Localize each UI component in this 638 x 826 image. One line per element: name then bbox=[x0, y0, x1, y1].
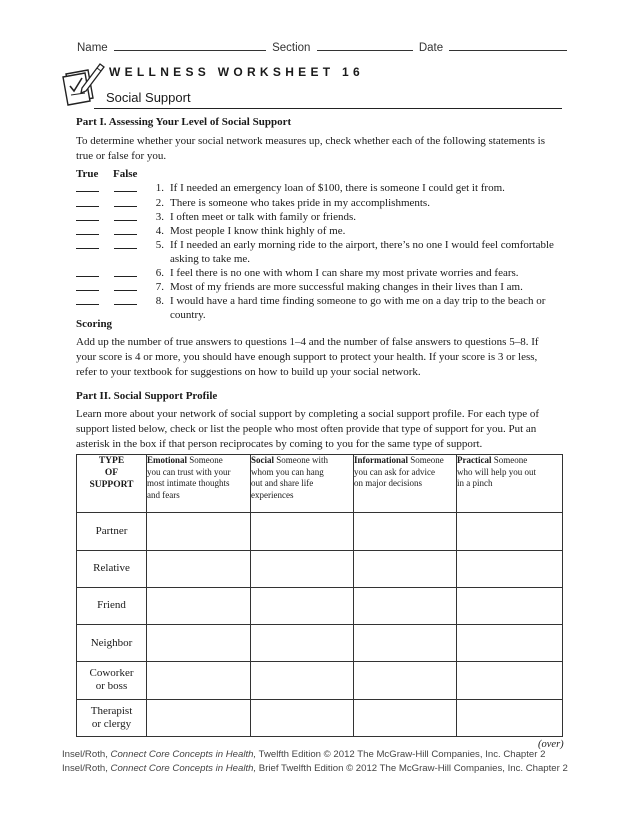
false-answer-blank[interactable] bbox=[114, 276, 137, 277]
scoring-line-2: your score is 4 or more, you should have enough support to protect your health. If your score is 3 or less, bbox=[76, 351, 538, 363]
profile-entry-cell[interactable] bbox=[147, 625, 251, 662]
section-label: Section bbox=[272, 42, 311, 54]
false-answer-blank[interactable] bbox=[114, 234, 137, 235]
statement-text bbox=[170, 181, 575, 195]
emotional-column-header bbox=[147, 455, 251, 513]
profile-entry-cell[interactable] bbox=[251, 513, 354, 550]
column-title: Emotional bbox=[147, 455, 188, 465]
statement-number: 5. bbox=[155, 239, 164, 251]
column-desc: Someone bbox=[187, 455, 223, 465]
support-type-label bbox=[77, 513, 147, 550]
statement-line: If I needed an early morning ride to the airport, there’s no one I would feel comfortable bbox=[170, 239, 554, 251]
part2-heading: Part II. Social Support Profile bbox=[76, 390, 218, 402]
profile-entry-cell[interactable] bbox=[354, 550, 457, 587]
part1-heading: Part I. Assessing Your Level of Social Support bbox=[76, 116, 292, 128]
profile-entry-cell[interactable] bbox=[251, 587, 354, 624]
column-desc: most intimate thoughts bbox=[147, 478, 230, 488]
true-answer-blank[interactable] bbox=[76, 290, 99, 291]
support-type-line: Partner bbox=[95, 524, 128, 537]
date-label: Date bbox=[418, 42, 444, 54]
support-type-line: Coworker bbox=[89, 667, 134, 680]
statement-number: 3. bbox=[155, 211, 164, 223]
false-answer-blank[interactable] bbox=[114, 191, 137, 192]
false-column-label: False bbox=[113, 168, 138, 180]
true-answer-blank[interactable] bbox=[76, 220, 99, 221]
social-support-profile-table bbox=[76, 454, 563, 737]
table-row bbox=[77, 550, 563, 587]
column-desc: whom you can hang bbox=[251, 466, 324, 477]
social-column-header bbox=[251, 455, 354, 513]
table-row bbox=[77, 587, 563, 624]
table-row bbox=[77, 662, 563, 699]
part1-intro-line2: true or false for you. bbox=[76, 150, 167, 162]
footer-text: Insel/Roth, bbox=[62, 763, 111, 774]
statement-number: 8. bbox=[155, 295, 164, 307]
column-title: Practical bbox=[457, 455, 492, 465]
profile-entry-cell[interactable] bbox=[354, 699, 457, 736]
profile-entry-cell[interactable] bbox=[251, 662, 354, 699]
support-type-line: Friend bbox=[97, 599, 126, 612]
informational-column-header bbox=[354, 455, 457, 513]
column-desc: experiences bbox=[251, 489, 294, 500]
statement-number: 1. bbox=[155, 182, 164, 194]
support-type-label bbox=[77, 625, 147, 662]
column-title: Informational bbox=[354, 455, 408, 465]
statement-number: 6. bbox=[155, 267, 164, 279]
footer-book-title: Connect Core Concepts in Health, bbox=[110, 749, 257, 760]
footer-line-2 bbox=[62, 763, 568, 774]
footer-book-title: Connect Core Concepts in Health, bbox=[110, 763, 257, 774]
true-answer-blank[interactable] bbox=[76, 206, 99, 207]
type-header-line: SUPPORT bbox=[89, 480, 134, 490]
table-row bbox=[77, 625, 563, 662]
name-blank[interactable] bbox=[114, 40, 266, 51]
over-note: (over) bbox=[538, 739, 564, 750]
part1-intro-line1: To determine whether your social network measures up, check whether each of the following statements is bbox=[76, 135, 546, 147]
true-answer-blank[interactable] bbox=[76, 248, 99, 249]
true-answer-blank[interactable] bbox=[76, 304, 99, 305]
support-type-line: Therapist bbox=[90, 704, 133, 717]
name-label: Name bbox=[77, 42, 108, 54]
true-answer-blank[interactable] bbox=[76, 191, 99, 192]
column-desc: Someone with bbox=[274, 455, 329, 465]
profile-entry-cell[interactable] bbox=[354, 625, 457, 662]
profile-entry-cell[interactable] bbox=[251, 625, 354, 662]
footer-text: Insel/Roth, bbox=[62, 749, 111, 760]
statement-text bbox=[170, 224, 575, 238]
column-desc: Someone bbox=[491, 455, 528, 465]
title-divider bbox=[94, 108, 562, 109]
statement-number: 2. bbox=[155, 197, 164, 209]
profile-entry-cell[interactable] bbox=[457, 699, 563, 736]
profile-entry-cell[interactable] bbox=[457, 662, 563, 699]
statement-line: country. bbox=[170, 309, 206, 321]
statement-text bbox=[170, 266, 575, 280]
profile-entry-cell[interactable] bbox=[457, 587, 563, 624]
profile-entry-cell[interactable] bbox=[147, 587, 251, 624]
scoring-line-3: refer to your textbook for suggestions on how to build up your social network. bbox=[76, 366, 421, 378]
profile-entry-cell[interactable] bbox=[251, 699, 354, 736]
part2-intro-line-1: Learn more about your network of social support by completing a social support profile. For each type of bbox=[76, 408, 540, 420]
profile-entry-cell[interactable] bbox=[251, 550, 354, 587]
true-answer-blank[interactable] bbox=[76, 234, 99, 235]
profile-entry-cell[interactable] bbox=[457, 550, 563, 587]
false-answer-blank[interactable] bbox=[114, 248, 137, 249]
scoring-line-1: Add up the number of true answers to questions 1–4 and the number of false answers to questions 5–8. If bbox=[76, 336, 539, 348]
true-column-label: True bbox=[76, 168, 99, 180]
column-desc: you can trust with your bbox=[147, 466, 231, 477]
support-type-line: Neighbor bbox=[90, 636, 133, 649]
footer-line-1 bbox=[62, 749, 545, 760]
practical-column-header bbox=[457, 455, 563, 513]
support-type-line: or clergy bbox=[91, 717, 132, 730]
column-desc: out and share life bbox=[251, 478, 314, 488]
support-type-label bbox=[77, 550, 147, 587]
statement-line: I would have a hard time finding someone to go with me on a day trip to the beach or bbox=[170, 295, 546, 307]
header-fields bbox=[77, 40, 570, 54]
false-answer-blank[interactable] bbox=[114, 304, 137, 305]
table-row bbox=[77, 513, 563, 550]
statement-text bbox=[170, 210, 575, 224]
profile-entry-cell[interactable] bbox=[354, 513, 457, 550]
profile-entry-cell[interactable] bbox=[147, 513, 251, 550]
type-of-support-header bbox=[77, 455, 147, 513]
table-row bbox=[77, 699, 563, 736]
statement-line: There is someone who takes pride in my accomplishments. bbox=[170, 197, 430, 209]
section-blank[interactable] bbox=[317, 40, 413, 51]
checklist-pencil-icon bbox=[60, 60, 106, 106]
false-answer-blank[interactable] bbox=[114, 220, 137, 221]
statement-text bbox=[170, 238, 575, 266]
statement-line: I often meet or talk with family or friends. bbox=[170, 211, 357, 223]
column-desc: who will help you out bbox=[457, 466, 536, 477]
statement-line: Most people I know think highly of me. bbox=[170, 225, 346, 237]
scoring-heading: Scoring bbox=[76, 318, 113, 330]
false-answer-blank[interactable] bbox=[114, 206, 137, 207]
profile-entry-cell[interactable] bbox=[457, 513, 563, 550]
worksheet-subtitle: Social Support bbox=[106, 90, 191, 105]
statement-number: 4. bbox=[155, 225, 164, 237]
footer-text: Brief Twelfth Edition © 2012 The McGraw-Hill Companies, Inc. Chapter 2 bbox=[256, 763, 568, 774]
statement-text bbox=[170, 280, 575, 294]
support-type-label bbox=[77, 662, 147, 699]
support-type-line: or boss bbox=[95, 680, 128, 693]
statement-text bbox=[170, 196, 575, 210]
profile-entry-cell[interactable] bbox=[147, 699, 251, 736]
statement-line: Most of my friends are more successful making changes in their lives than I am. bbox=[170, 281, 523, 293]
profile-entry-cell[interactable] bbox=[354, 587, 457, 624]
part2-intro-line-3: asterisk in the box if that person reciprocates by coming to you for the same type of support. bbox=[76, 438, 483, 450]
column-desc: you can ask for advice bbox=[354, 466, 435, 477]
column-desc: and fears bbox=[147, 489, 180, 500]
column-desc: on major decisions bbox=[354, 478, 422, 488]
column-desc: Someone bbox=[408, 455, 444, 465]
profile-entry-cell[interactable] bbox=[457, 625, 563, 662]
statement-line: I feel there is no one with whom I can share my most private worries and fears. bbox=[170, 267, 519, 279]
column-desc: in a pinch bbox=[457, 478, 493, 488]
worksheet-title: WELLNESS WORKSHEET 16 bbox=[109, 65, 364, 79]
type-header-line: TYPE bbox=[98, 456, 125, 466]
false-answer-blank[interactable] bbox=[114, 290, 137, 291]
true-answer-blank[interactable] bbox=[76, 276, 99, 277]
support-type-label bbox=[77, 699, 147, 736]
statement-line: asking to take me. bbox=[170, 253, 251, 265]
statement-line: If I needed an emergency loan of $100, there is someone I could get it from. bbox=[170, 182, 505, 194]
type-header-line: OF bbox=[104, 468, 119, 478]
footer-text: Twelfth Edition © 2012 The McGraw-Hill Companies, Inc. Chapter 2 bbox=[256, 749, 546, 760]
statement-text bbox=[170, 294, 575, 322]
table-header-row bbox=[77, 455, 563, 513]
profile-entry-cell[interactable] bbox=[147, 550, 251, 587]
support-type-line: Relative bbox=[93, 562, 130, 575]
profile-entry-cell[interactable] bbox=[147, 662, 251, 699]
statement-number: 7. bbox=[155, 281, 164, 293]
date-blank[interactable] bbox=[449, 40, 567, 51]
profile-entry-cell[interactable] bbox=[354, 662, 457, 699]
support-type-label bbox=[77, 587, 147, 624]
column-title: Social bbox=[251, 455, 275, 465]
part2-intro-line-2: support listed below, check or list the people who most often provide that type of support for you. Put an bbox=[76, 423, 537, 435]
